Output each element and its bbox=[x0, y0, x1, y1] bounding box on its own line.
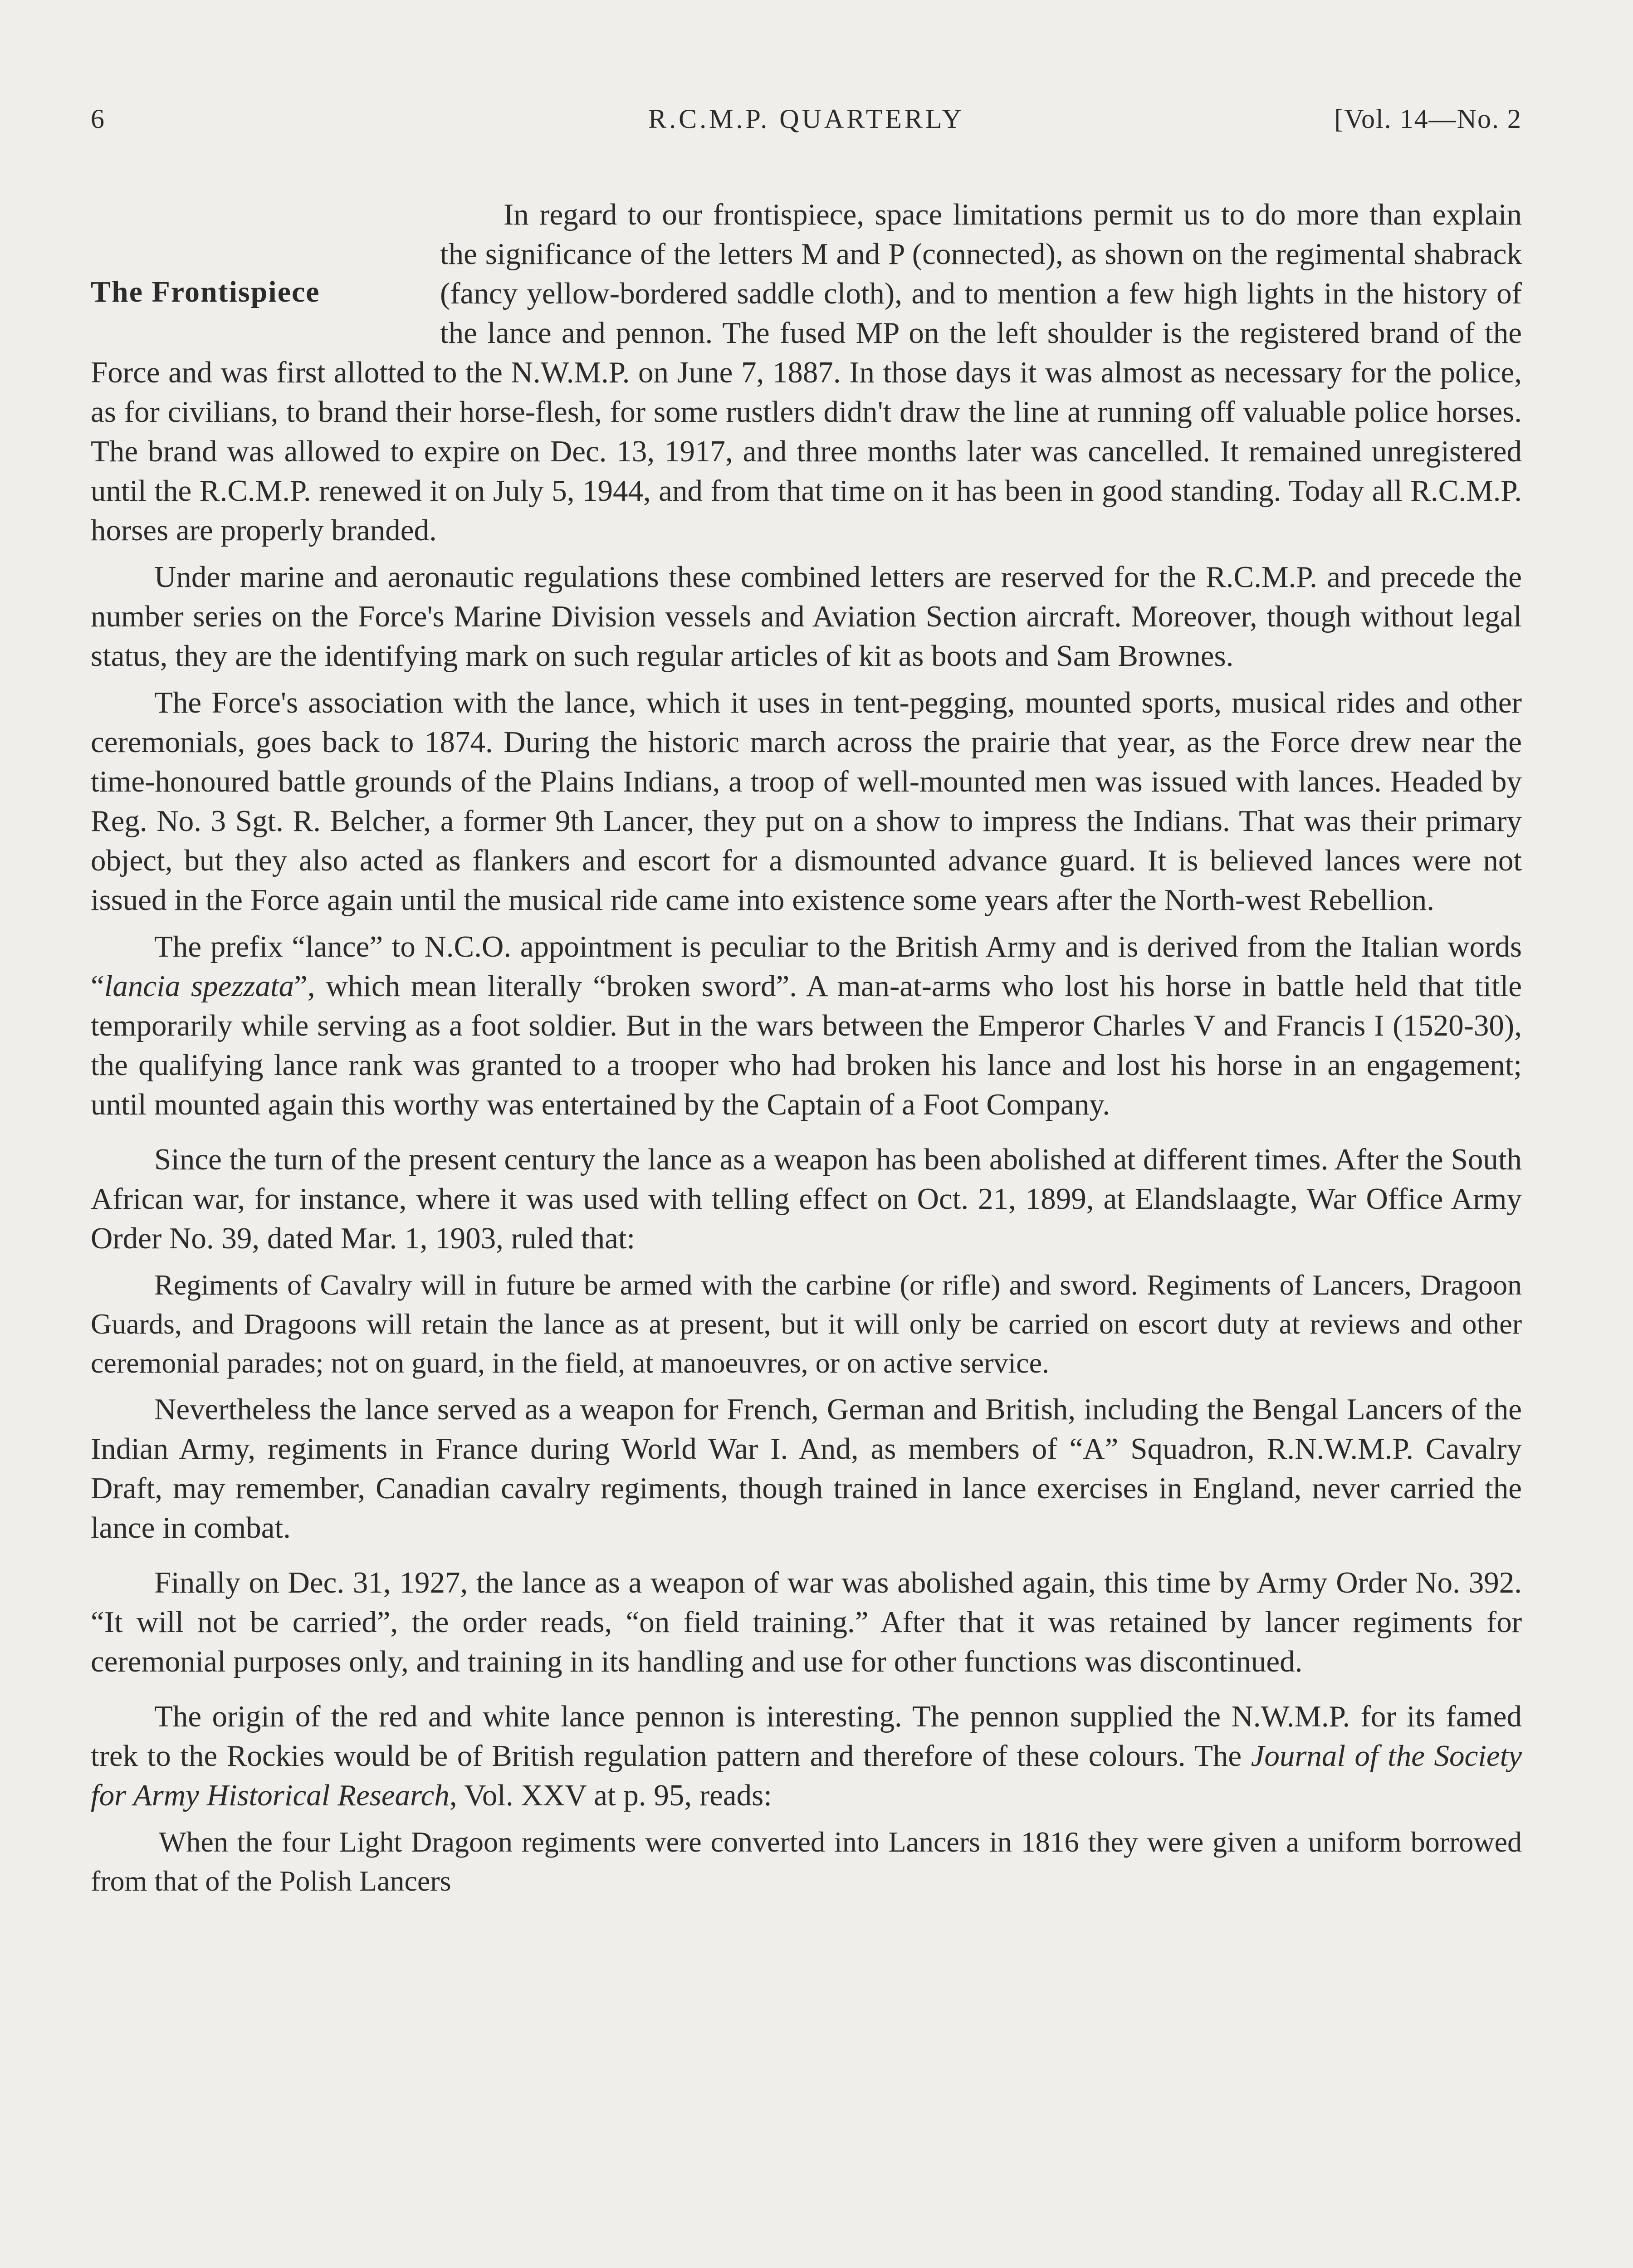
paragraph-text: In regard to our frontispiece, space limitations permit us to do more than explain the significance of the letters M and P (connected), as shown on the regimental shabrack (fancy yellow-bordered saddle cloth), and to mention a few high lights in the history of the lance and pennon. The fused MP on the left shoulder is the registered brand of the Force and was first allotted to the N.W.M.P. on June 7, 1887. In those days it was almost as necessary for the police, as for civilians, to brand their horse-flesh, for some rustlers didn't draw the line at running off valuable police horses. The brand was allowed to expire on Dec. 13, 1917, and three months later was cancelled. It remained unregistered until the R.C.M.P. renewed it on July 5, 1944, and from that time on it has been in good standing. Today all R.C.M.P. horses are properly branded. bbox=[91, 198, 1522, 547]
italic-journal-title: Journal of the Society for Army Historical Research bbox=[91, 1739, 1522, 1812]
running-header bbox=[91, 103, 1522, 153]
paragraph-marine-regulations: Under marine and aeronautic regulations these combined letters are reserved for the R.C.M.P. and precede the number series on the Force's Marine Division vessels and Aviation Section aircraft. Moreover, though without legal status, they are the identifying mark on such regular articles of kit as boots and Sam Brownes. bbox=[91, 560, 1522, 673]
paragraph-text: ”, which mean literally “broken sword”. A man-at-arms who lost his horse in battle held that title temporarily while serving as a foot soldier. But in the wars between the Emperor Charles V and Francis I (1520-30), the qualifying lance rank was granted to a trooper who had broken his lance and lost his horse in an engagement; until mounted again this worthy was entertained by the Captain of a Foot Company. bbox=[91, 969, 1522, 1121]
paragraph-text: , Vol. XXV at p. 95, reads: bbox=[449, 1779, 772, 1812]
paragraph-1927-order: Finally on Dec. 31, 1927, the lance as a weapon of war was abolished again, this time by Army Order No. 392. “It will not be carried”, the order reads, “on field training.” After that it was retained by lancer regiments for ceremonial purposes only, and training in its handling and use for other functions was discontinued. bbox=[91, 1566, 1522, 1678]
paragraph-world-war: Nevertheless the lance served as a weapon for French, German and British, including the Bengal Lancers of the Indian Army, regiments in France during World War I. And, as members of “A” Squadron, R.N.W.M.P. Cavalry Draft, may remember, Canadian cavalry regiments, though trained in lance exercises in England, never carried the lance in combat. bbox=[91, 1393, 1522, 1545]
paragraph-lance-association: The Force's association with the lance, which it uses in tent-pegging, mounted sports, musical rides and other ceremonials, goes back to 1874. During the historic march across the prairie that year, as the Force drew near the time-honoured battle grounds of the Plains Indians, a troop of well-mounted men was issued with lances. Headed by Reg. No. 3 Sgt. R. Belcher, a former 9th Lancer, they put on a show to impress the Indians. That was their primary object, but they also acted as flankers and escort for a dismounted advance guard. It is believed lances were not issued in the Force again until the musical ride came into existence some years after the North-west Rebellion. bbox=[91, 686, 1522, 917]
journal-title: R.C.M.P. QUARTERLY bbox=[648, 104, 964, 134]
paragraph-lance-abolished: Since the turn of the present century the lance as a weapon has been abolished at different times. After the South African war, for instance, where it was used with telling effect on Oct. 21, 1899, at Elandslaagte, War Office Army Order No. 39, dated Mar. 1, 1903, ruled that: bbox=[91, 1143, 1522, 1255]
paragraph-frontispiece bbox=[91, 195, 1522, 550]
paragraph-lance-prefix bbox=[91, 927, 1522, 1124]
volume-issue: [Vol. 14—No. 2 bbox=[1334, 104, 1522, 134]
article-body bbox=[91, 195, 1522, 1908]
paragraph-pennon-origin bbox=[91, 1697, 1522, 1815]
block-quote-army-order: Regiments of Cavalry will in future be armed with the carbine (or rifle) and sword. Regiments of Lancers, Dragoon Guards, and Dragoons will retain the lance as at present, but it will only be carried on escort duty at reviews and other ceremonial parades; not on guard, in the field, at manoeuvres, or on active service. bbox=[91, 1269, 1522, 1379]
paragraph-text: The prefix “lance” to N.C.O. appointment is peculiar to the British Army and is derived from the Italian words “ bbox=[91, 930, 1522, 1003]
page-number: 6 bbox=[91, 104, 105, 134]
side-heading: The Frontispiece bbox=[91, 275, 320, 308]
italic-phrase: lancia spezzata bbox=[104, 969, 294, 1003]
paragraph-text: The origin of the red and white lance pennon is interesting. The pennon supplied the N.W.M.P. for its famed trek to the Rockies would be of British regulation pattern and therefore of these colours. The bbox=[91, 1700, 1522, 1773]
block-quote-journal: When the four Light Dragoon regiments were converted into Lancers in 1816 they were given a uniform borrowed from that of the Polish Lancers bbox=[91, 1826, 1522, 1897]
